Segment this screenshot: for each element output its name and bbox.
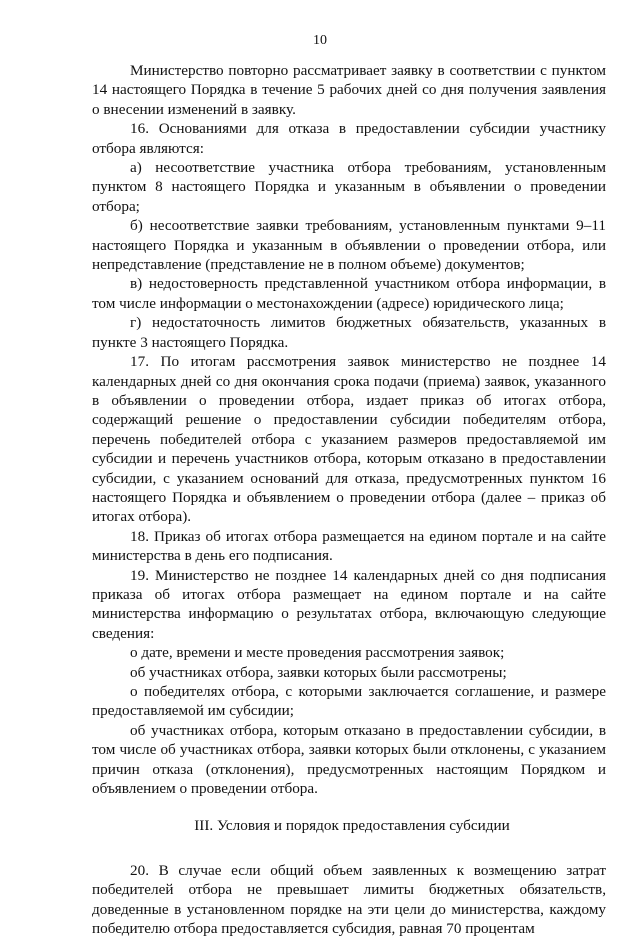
paragraph-18-publication: 18. Приказ об итогах отбора размещается на едином портале и на сайте министерства в день его подписания. xyxy=(92,527,606,565)
paragraph-19-information: 19. Министерство не позднее 14 календарных дней со дня подписания приказа об итогах отбора размещает на едином портале и на сайте министерства информацию о результатах отбора, включающую следующие сведения: xyxy=(92,566,606,642)
list-item-a: а) несоответствие участника отбора требованиям, установленным пунктом 8 настоящего Порядка и указанным в объявлении о проведении отбора; xyxy=(92,159,606,215)
info-item-rejected: об участниках отбора, которым отказано в предоставлении субсидии, в том числе об участниках отбора, заявки которых были отклонены, с указанием причин отказа (отклонения), предусмотренных настоящим Порядком и объявлением о проведении отбора. xyxy=(92,721,606,798)
list-item-b: б) несоответствие заявки требованиям, установленным пунктами 9–11 настоящего Порядка и указанным в объявлении о проведении отбора, или непредставление (представление не в полном объеме) документов; xyxy=(92,217,606,274)
info-item-winners: о победителях отбора, с которыми заключается соглашение, и размере предоставляемой им субсидии; xyxy=(92,683,606,720)
list-item-v: в) недостоверность представленной участником отбора информации, в том числе информации о местонахождении (адресе) юридического лица; xyxy=(92,275,606,312)
paragraph-17-results-order: 17. По итогам рассмотрения заявок министерство не позднее 14 календарных дней со дня окончания срока подачи (приема) заявок, указанного в объявлении о проведении отбора, издает приказ об итогах отбора, содержащий решение о предоставлении субсидии победителям отбора, перечень победителей отбора с указанием размеров предоставляемой им субсидии и перечень участников отбора, которым отказано в предоставлении субсидии, с указанием оснований для отказа, предусмотренных пунктом 16 настоящего Порядка и объявлением о проведении отбора (далее – приказ об итогах отбора). xyxy=(92,353,606,526)
document-body xyxy=(92,61,606,938)
info-item-participants: об участниках отбора, заявки которых были рассмотрены; xyxy=(130,663,507,681)
paragraph-16-refusal-grounds: 16. Основаниями для отказа в предоставлении субсидии участнику отбора являются: xyxy=(92,120,606,157)
page-number: 10 xyxy=(313,33,327,48)
paragraph-20-subsidy-amount: 20. В случае если общий объем заявленных к возмещению затрат победителей отбора не превышает лимиты бюджетных обязательств, доведенные в установленном порядке на эти цели до министерства, каждому победителю отбора предоставляется субсидия, равная 70 процентам xyxy=(92,861,606,938)
list-item-g: г) недостаточность лимитов бюджетных обязательств, указанных в пункте 3 настоящего Порядка. xyxy=(92,314,606,351)
paragraph-reconsideration: Министерство повторно рассматривает заявку в соответствии с пунктом 14 настоящего Порядка в течение 5 рабочих дней со дня получения заявления о внесении изменений в заявку. xyxy=(92,62,606,118)
section-heading: III. Условия и порядок предоставления субсидии xyxy=(194,817,510,835)
info-item-date: о дате, времени и месте проведения рассмотрения заявок; xyxy=(130,644,505,662)
